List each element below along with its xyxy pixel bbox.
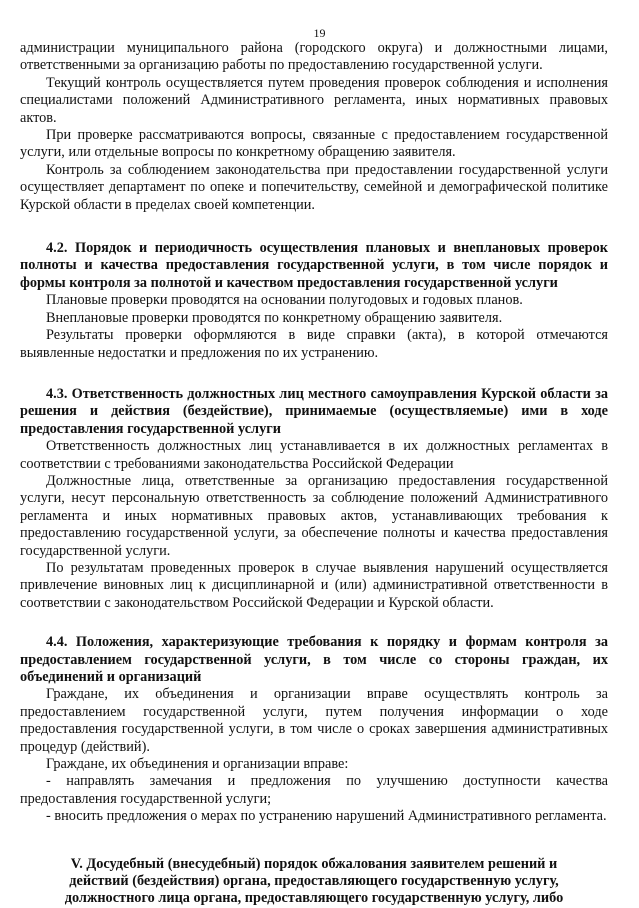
section-heading-4-4: 4.4. Положения, характеризующие требования к порядку и формам контроля за предоставлением государственной услуги, в том числе со стороны граждан, их объединений и организаций [20,634,608,685]
page-number: 19 [313,26,326,40]
paragraph-planned-checks: Плановые проверки проводятся на основании полугодовых и годовых планов. [46,292,523,309]
paragraph-violations: По результатам проведенных проверок в случае выявления нарушений осуществляется привлечение виновных лиц к дисциплинарной и (или) административной ответственности в соответствии с законодательством Российской Федерации и Курской области. [20,559,608,611]
page-content [20,40,608,908]
paragraph-citizens-rights: Граждане, их объединения и организации вправе: [46,756,349,773]
paragraph-citizens-control: Граждане, их объединения и организации вправе осуществлять контроль за предоставлением государственной услуги, путем получения информации о ходе предоставления государственной услуги, в том числе о сроках завершения административных процедур (действий). [20,686,608,755]
paragraph-legislation-control: Контроль за соблюдением законодательства при предоставлении государственной услуги осуществляет департамент по опеке и попечительству, семейной и демографической политике Курской области в пределах своей компетенции. [20,161,608,213]
section-heading-4-3: 4.3. Ответственность должностных лиц местного самоуправления Курской области за решения и действия (бездействие), принимаемые (осуществляемые) ими в ходе предоставления государственной услуги [20,385,608,437]
paragraph-responsibility: Ответственность должностных лиц устанавливается в их должностных регламентах в соответствии с требованиями законодательства Российской Федерации [20,438,608,472]
paragraph-continuation: администрации муниципального района (городского округа) и должностными лицами, ответственными за организацию работы по предоставлению государственной услуги. [20,40,608,74]
list-item-send-remarks: - направлять замечания и предложения по улучшению доступности качества предоставления государственной услуги; [20,773,608,807]
paragraph-current-control: Текущий контроль осуществляется путем проведения проверок соблюдения и исполнения специалистами положений Административного регламента, иных нормативных правовых актов. [20,74,608,126]
paragraph-officials-responsibility: Должностные лица, ответственные за организацию предоставления государственной услуги, несут персональную ответственность за соблюдение положений Административного регламента и иных нормативных правовых актов, устанавливающих требования к предоставлению государственной услуги, за обеспечение полноты и качества предоставления государственной услуги. [20,472,608,559]
list-item-propose-measures: - вносить предложения о мерах по устранению нарушений Административного регламента. [46,808,607,825]
section-heading-v: V. Досудебный (внесудебный) порядок обжалования заявителем решений и действий (бездействия) органа, предоставляющего государственную услугу, должностного лица органа, предоставляющего государственную услугу, либо [64,855,564,907]
paragraph-inspection-questions: При проверке рассматриваются вопросы, связанные с предоставлением государственной услуги, или отдельные вопросы по конкретному обращению заявителя. [20,127,608,161]
paragraph-check-results: Результаты проверки оформляются в виде справки (акта), в которой отмечаются выявленные недостатки и предложения по их устранению. [20,327,608,361]
section-heading-4-2: 4.2. Порядок и периодичность осуществления плановых и внеплановых проверок полноты и качества предоставления государственной услуги, в том числе порядок и формы контроля за полнотой и качеством предоставления государственной услуги [20,240,608,291]
paragraph-unplanned-checks: Внеплановые проверки проводятся по конкретному обращению заявителя. [46,309,503,326]
